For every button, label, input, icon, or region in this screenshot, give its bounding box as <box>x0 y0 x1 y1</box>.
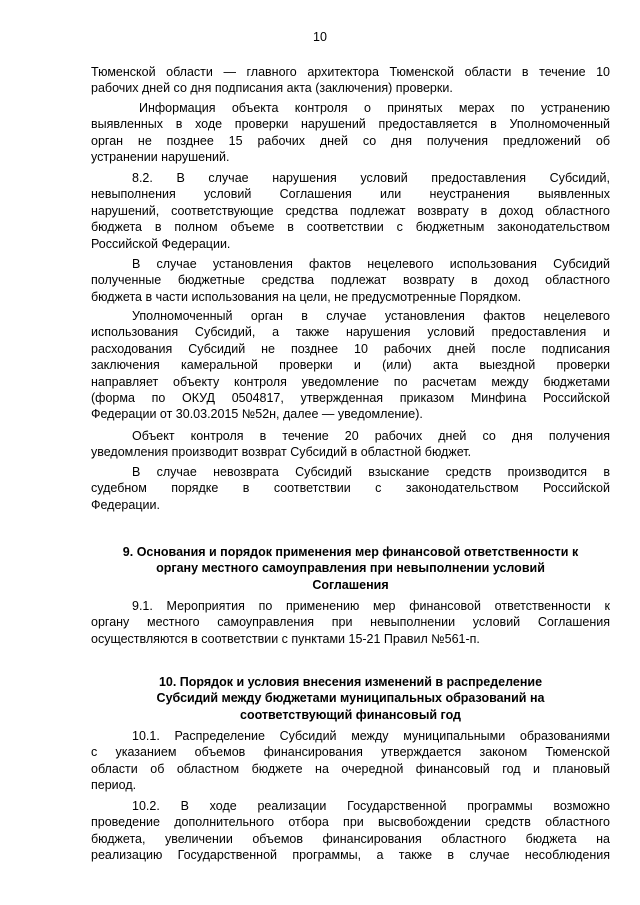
text-line: рабочих дней со дня подписания акта (заключения) проверки. <box>91 81 453 96</box>
text-line: устранении нарушений. <box>91 150 230 165</box>
section-heading-9 <box>91 544 610 593</box>
heading-line: 10. Порядок и условия внесения изменений в распределение <box>158 675 543 689</box>
text-line: 10.1. Распределение Субсидий между муниципальными образованиями <box>132 729 610 743</box>
paragraph-authorized-body <box>91 308 610 423</box>
paragraph-continuation <box>91 64 610 97</box>
text-line: 8.2. В случае нарушения условий предоставления Субсидий, <box>132 171 610 185</box>
text-line: нарушений, соответствующие средства подлежат возврату в доход областного <box>91 203 610 218</box>
paragraph-10-2 <box>91 798 610 864</box>
text-line: В случае установления фактов нецелевого использования Субсидий <box>132 257 610 271</box>
paragraph-control-info <box>91 100 610 166</box>
heading-line: 9. Основания и порядок применения мер финансовой ответственности к <box>122 545 579 559</box>
heading-line: Соглашения <box>312 577 389 592</box>
heading-line: Субсидий между бюджетами муниципальных образований на <box>156 691 545 706</box>
paragraph-10-1 <box>91 728 610 794</box>
text-line: бюджета, увеличении объемов финансирования областного бюджета на <box>91 831 610 846</box>
text-line: уведомления производит возврат Субсидий в областной бюджет. <box>91 445 472 460</box>
text-line: Объект контроля в течение 20 рабочих дней со дня получения <box>132 429 610 443</box>
text-line: (форма по ОКУД 0504817, утвержденная приказом Минфина Российской <box>91 390 610 405</box>
text-line: Уполномоченный орган в случае установления фактов нецелевого <box>132 309 610 323</box>
text-line: с указанием объемов финансирования утверждается законом Тюменской <box>91 745 610 760</box>
paragraph-9-1 <box>91 598 610 647</box>
text-line: расходования Субсидий не позднее 10 рабочих дней после подписания <box>91 341 610 356</box>
text-line: невыполнения условий Соглашения или неустранения выявленных <box>91 187 610 202</box>
text-line: использования Субсидий, а также нарушения условий предоставления и <box>91 325 610 340</box>
paragraph-misuse <box>91 256 610 305</box>
text-line: 10.2. В ходе реализации Государственной программы возможно <box>132 799 610 813</box>
text-line: органу местного самоуправления при невыполнении условий Соглашения <box>91 615 610 630</box>
paragraph-non-refund <box>91 464 610 513</box>
text-line: Российской Федерации. <box>91 236 231 251</box>
heading-line: соответствующий финансовый год <box>240 707 461 722</box>
text-line: В случае невозврата Субсидий взыскание средств производится в <box>132 465 610 479</box>
text-line: выявленных в ходе проверки нарушений предоставляется в Уполномоченный <box>91 117 610 132</box>
text-line: Информация объекта контроля о принятых мерах по устранению <box>139 101 610 115</box>
text-line: период. <box>91 778 137 793</box>
section-heading-10 <box>91 674 610 723</box>
text-line: судебном порядке в соответствии с законодательством Российской <box>91 481 610 496</box>
paragraph-8-2 <box>91 170 610 252</box>
text-line: 9.1. Мероприятия по применению мер финансовой ответственности к <box>132 599 610 613</box>
paragraph-refund <box>91 428 610 461</box>
text-line: проведение дополнительного отбора при высвобождении средств областного <box>91 815 610 830</box>
heading-line: органу местного самоуправления при невыполнении условий <box>156 561 545 576</box>
text-line: реализацию Государственной программы, а также в случае несоблюдения <box>91 848 610 863</box>
text-line: направляет объекту контроля уведомление по расчетам между бюджетами <box>91 374 610 389</box>
text-line: бюджета в части использования на цели, не предусмотренные Порядком. <box>91 289 522 304</box>
text-line: осуществляются в соответствии с пунктами 15-21 Правил №561-п. <box>91 631 480 646</box>
text-line: орган не позднее 15 рабочих дней со дня получения предложений об <box>91 133 610 148</box>
text-line: бюджета в полном объеме в соответствии с бюджетным законодательством <box>91 220 610 235</box>
text-line: заключения камеральной проверки и (или) акта выездной проверки <box>91 358 610 373</box>
text-line: полученные бюджетные средства подлежат возврату в доход областного <box>91 273 610 288</box>
text-line: области об областном бюджете на очередной финансовый год и плановый <box>91 761 610 776</box>
text-line: Федерации. <box>91 497 160 512</box>
text-line: Тюменской области — главного архитектора Тюменской области в течение 10 <box>91 65 610 79</box>
text-line: Федерации от 30.03.2015 №52н, далее — уведомление). <box>91 407 423 422</box>
page-number: 10 <box>313 30 327 44</box>
